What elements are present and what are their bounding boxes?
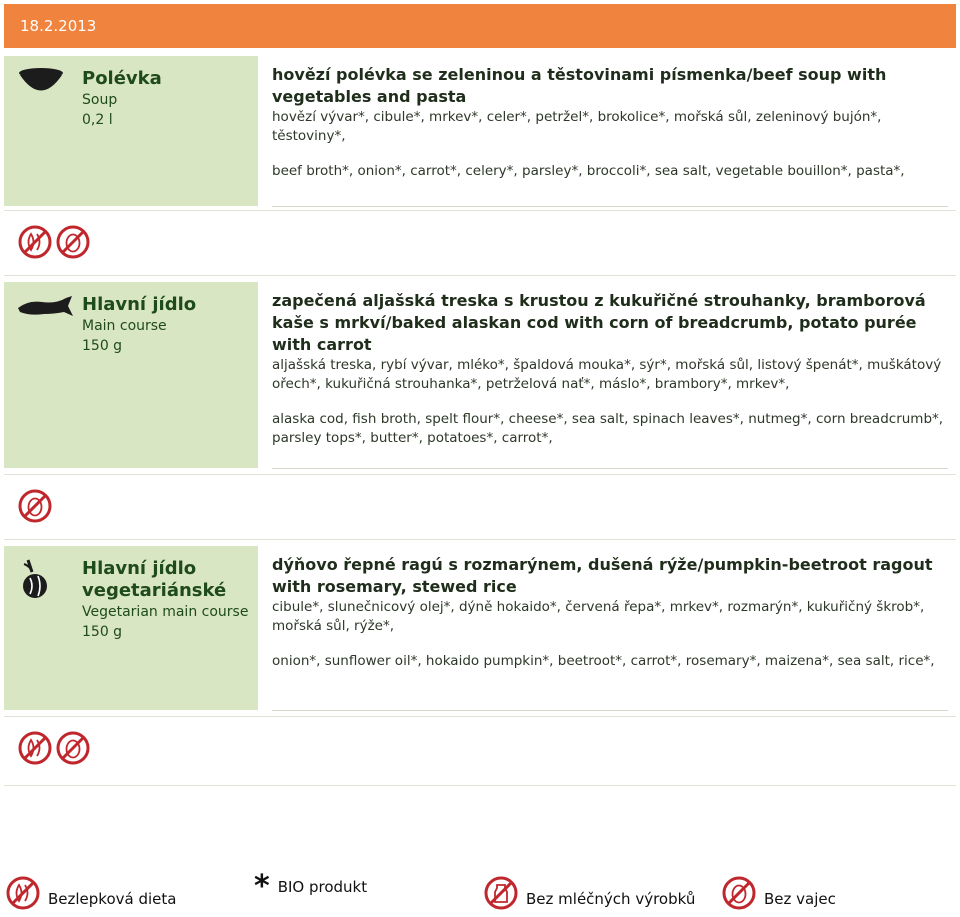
ingredients-czech: aljašská treska, rybí vývar, mléko*, špaldová mouka*, sýr*, mořská sůl, listový špenát*, muškátový ořech*, kukuřičná strouhanka*, petrželová nať*, máslo*, brambory*, mrkev*, — [272, 357, 942, 392]
dish-details — [272, 56, 948, 207]
no-gluten-icon — [18, 731, 52, 765]
menu-section-soup — [4, 56, 956, 206]
no-gluten-icon — [18, 225, 52, 259]
category-panel — [4, 546, 258, 710]
ingredients-english: onion*, sunflower oil*, hokaido pumpkin*, beetroot*, carrot*, rosemary*, maizena*, sea salt, rice*, — [272, 653, 935, 669]
dish-details — [272, 282, 948, 469]
category-english: Vegetarian main course — [82, 604, 249, 620]
dish-details — [272, 546, 948, 711]
category-english: Soup — [82, 92, 118, 108]
dish-title: hovězí polévka se zeleninou a těstovinami písmenka/beef soup with vegetables and pasta — [272, 65, 887, 106]
category-name-line2: vegetariánské — [82, 580, 227, 601]
menu-date: 18.2.2013 — [20, 17, 97, 35]
category-panel — [4, 56, 258, 206]
legend-egg-free — [722, 876, 836, 910]
category-name: Hlavní jídlo — [82, 558, 197, 579]
dish-title: dýňovo řepné ragú s rozmarýnem, dušená rýže/pumpkin-beetroot ragout with rosemary, stewed rice — [272, 555, 933, 596]
date-header — [4, 4, 956, 48]
legend-gluten-free — [6, 876, 176, 910]
allergen-row-vegetarian — [4, 716, 956, 786]
legend-dairy-free — [484, 876, 695, 910]
portion-size: 150 g — [82, 624, 123, 640]
ingredients-czech: hovězí vývar*, cibule*, mrkev*, celer*, petržel*, brokolice*, mořská sůl, zeleninový bujón*, těstoviny*, — [272, 109, 882, 144]
allergen-row-soup — [4, 210, 956, 276]
menu-section-main — [4, 282, 956, 468]
legend-label: Bez vajec — [764, 890, 836, 908]
portion-size: 0,2 l — [82, 112, 113, 128]
no-egg-icon — [18, 489, 52, 523]
category-panel — [4, 282, 258, 468]
category-english: Main course — [82, 318, 167, 334]
no-egg-icon — [56, 731, 90, 765]
legend — [0, 868, 960, 917]
ingredients-english: beef broth*, onion*, carrot*, celery*, parsley*, broccoli*, sea salt, vegetable bouillon*, pasta*, — [272, 163, 905, 179]
dish-title: zapečená aljašská treska s krustou z kukuřičné strouhanky, bramborová kaše s mrkví/baked alaskan cod with corn of breadcrumb, potato purée with carrot — [272, 291, 926, 354]
no-egg-icon — [56, 225, 90, 259]
menu-section-vegetarian — [4, 546, 956, 710]
ingredients-czech: cibule*, slunečnicový olej*, dýně hokaido*, červená řepa*, mrkev*, rozmarýn*, kukuřičný škrob*, mořská sůl, rýže*, — [272, 599, 925, 634]
ingredients-english: alaska cod, fish broth, spelt flour*, cheese*, sea salt, spinach leaves*, nutmeg*, corn breadcrumb*, parsley tops*, butter*, potatoes*, carrot*, — [272, 411, 944, 446]
vegetable-icon — [20, 558, 50, 606]
allergen-row-main — [4, 474, 956, 540]
no-dairy-icon — [484, 876, 518, 910]
bio-star-symbol: * — [254, 869, 270, 904]
category-name: Polévka — [82, 68, 162, 89]
no-egg-icon — [722, 876, 756, 910]
no-gluten-icon — [6, 876, 40, 910]
legend-bio — [254, 869, 368, 904]
fish-icon — [16, 294, 74, 324]
category-name: Hlavní jídlo — [82, 294, 197, 315]
soup-bowl-icon — [18, 66, 64, 100]
legend-label: BIO produkt — [277, 878, 368, 896]
legend-label: Bez mléčných výrobků — [526, 890, 696, 908]
legend-label: Bezlepková dieta — [48, 890, 177, 908]
portion-size: 150 g — [82, 338, 123, 354]
